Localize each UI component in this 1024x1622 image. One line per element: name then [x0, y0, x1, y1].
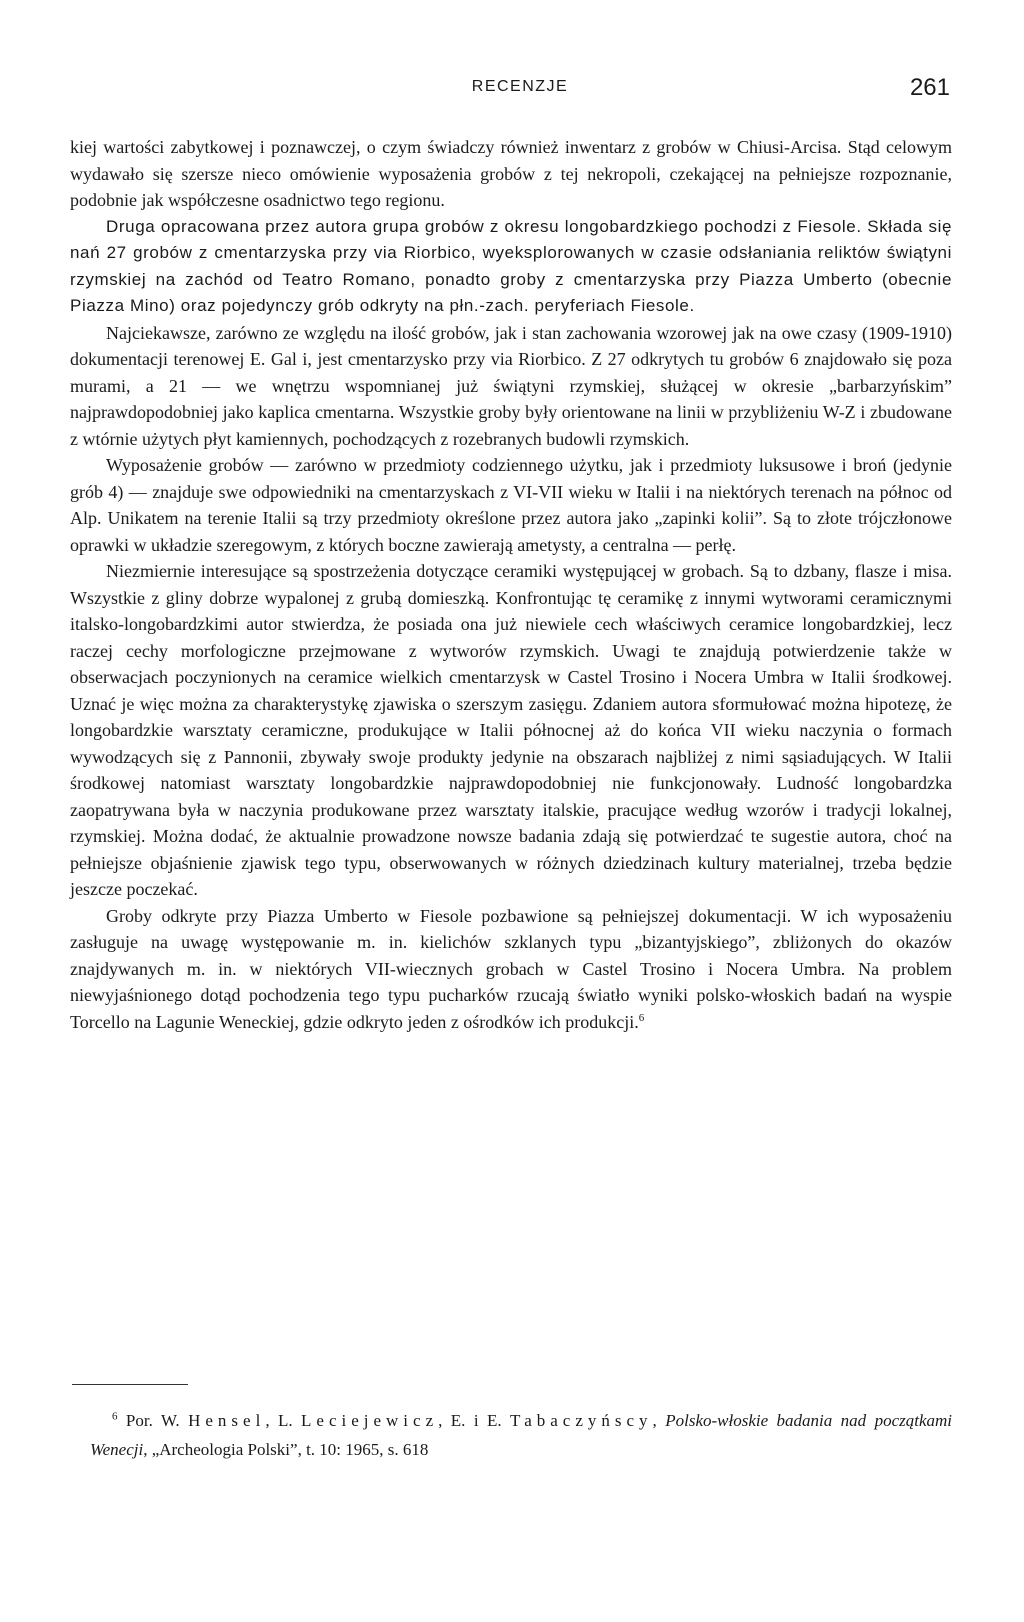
footnote-separator — [72, 1384, 188, 1385]
paragraph-ceramics: Niezmiernie interesujące są spostrzeżenia dotyczące ceramiki występującej w grobach. Są to dzbany, flasze i misa. Wszystkie z gliny dobrze wypalonej z grubą domieszką. Konfrontując tę ceramikę z innymi wytworami ceramicznymi italsko-longobardzkimi autor stwierdza, że posiada ona już niewiele cech właściwych ceramice longobardzkiej, lecz raczej cechy morfologiczne przejmowane z wytworów rzymskich. Uwagi te znajdują potwierdzenie także w obserwacjach poczynionych na ceramice wielkich cmentarzysk w Castel Trosino i Nocera Umbra w Italii środkowej. Uznać je więc można za charakterystykę zjawiska o szerszym zasięgu. Zdaniem autora sformułować można hipotezę, że longobardzkie warsztaty ceramiczne, produkujące w Italii północnej aż do końca VII wieku naczynia o formach wywodzących się z Pannonii, zbywały swoje produkty jedynie na obszarach najbliżej z nimi sąsiadujących. W Italii środkowej natomiast warsztaty longobardzkie najprawdopodobniej nie funkcjonowały. Ludność longobardzka zaopatrywana była w naczynia produkowane przez warsztaty italskie, pracujące według wzorów i tradycji lokalnej, rzymskiej. Można dodać, że aktualnie prowadzone nowsze badania zdają się potwierdzać te sugestie autora, choć na pełniejsze objaśnienie zjawisk tego typu, obserwowanych w różnych dziedzinach kultury materialnej, trzeba będzie jeszcze poczekać. — [70, 561, 952, 899]
paragraph-piazza-umberto: Groby odkryte przy Piazza Umberto w Fiesole pozbawione są pełniejszej dokumentacji. W ich wyposażeniu zasługuje na uwagę występowanie m. in. kielichów szklanych typu „bizantyjskiego”, zbliżonych do okazów znajdywanych m. in. w niektórych VII-wiecznych grobach w Castel Trosino i Nocera Umbra. Na problem niewyjaśnionego dotąd pochodzenia tego typu pucharków rzucają światło wyniki polsko-włoskich badań na wyspie Torcello na Lagunie Weneckiej, gdzie odkryto jeden z ośrodków ich produkcji.$^6$ — [70, 905, 952, 1032]
page-number: 261 — [909, 74, 950, 101]
footnote-reference: 6 — [638, 1011, 645, 1024]
footnote-author-tabaczynscy: Tabaczyńscy — [510, 1411, 653, 1430]
footnote-mark: 6 — [112, 1410, 118, 1423]
paragraph-fiesole-group: Druga opracowana przez autora grupa grobów z okresu longobardzkiego pochodzi z Fiesole. Składa się nań 27 grobów z cmentarzyska przy via Riorbico, wyeksplorowanych w czasie odsłaniania reliktów świątyni rzymskiej na zachód od Teatro Romano, ponadto groby z cmentarzyska przy Piazza Umberto (obecnie Piazza Mino) oraz pojedynczy grób odkryty na płn.-zach. peryferiach Fiesole. — [70, 216, 952, 315]
paragraph-piazza-umberto-text: Groby odkryte przy Piazza Umberto w Fiesole pozbawione są pełniejszej dokumentacji. W ich wyposażeniu zasługuje na uwagę występowanie m. in. kielichów szklanych typu „bizantyjskiego”, zbliżonych do okazów znajdywanych m. in. w niektórych VII-wiecznych grobach w Castel Trosino i Nocera Umbra. Na problem niewyjaśnionego dotąd pochodzenia tego typu pucharków rzucają światło wyniki polsko-włoskich badań na wyspie Torcello na Lagunie Weneckiej, gdzie odkryto jeden z ośrodków ich produkcji — [70, 905, 952, 1032]
footnote-rest: , „Archeologia Polski”, t. 10: 1965, s. 618 — [143, 1440, 429, 1459]
footnote-title: Polsko-włoskie badania nad początkami Wenecji — [90, 1411, 953, 1459]
footnote-separator-2: , E. i E. — [438, 1411, 510, 1430]
footnote-author-hensel: Hensel — [188, 1411, 266, 1430]
footnote-author-leciejewicz: Leciejewicz — [301, 1411, 439, 1430]
paragraph-continuation: kiej wartości zabytkowej i poznawczej, o czym świadczy również inwentarz z grobów w Chiusi-Arcisa. Stąd celowym wydawało się szersze nieco omówienie wyposażenia grobów z tej nekropoli, czekającej na pełniejsze rozpoznanie, podobnie jak współczesne osadnictwo tego regionu. — [70, 137, 952, 210]
paragraph-grave-goods: Wyposażenie grobów — zarówno w przedmioty codziennego użytku, jak i przedmioty luksusowe i broń (jedynie grób 4) — znajduje swe odpowiedniki na cmentarzyskach z VI-VII wieku w Italii i na niektórych terenach na północ od Alp. Unikatem na terenie Italii są trzy przedmioty określone przez autora jako „zapinki kolii”. Są to złote trójczłonowe oprawki w układzie szeregowym, z których boczne zawierają ametysty, a centralna — perłę. — [70, 455, 952, 555]
body-text — [70, 134, 952, 1035]
footnote — [90, 1406, 952, 1464]
footnote-separator-3: , — [652, 1411, 666, 1430]
running-title: RECENZJE — [471, 78, 569, 95]
running-head — [0, 74, 1024, 108]
footnote-separator-1: , L. — [265, 1411, 302, 1430]
paragraph-riorbico-cemetery: Najciekawsze, zarówno ze względu na ilość grobów, jak i stan zachowania wzorowej jak na owe czasy (1909-1910) dokumentacji terenowej E. Gal i, jest cmentarzysko przy via Riorbico. Z 27 odkrytych tu grobów 6 znajdowało się poza murami, a 21 — we wnętrzu wspomnianej już świątyni rzymskiej, służącej w okresie „barbarzyńskim” najprawdopodobniej jako kaplica cmentarna. Wszystkie groby były orientowane na linii w przybliżeniu W-Z i zbudowane z wtórnie użytych płyt kamiennych, pochodzących z rozebranych budowli rzymskich. — [70, 322, 952, 449]
footnote-prefix: Por. W. — [125, 1411, 189, 1430]
